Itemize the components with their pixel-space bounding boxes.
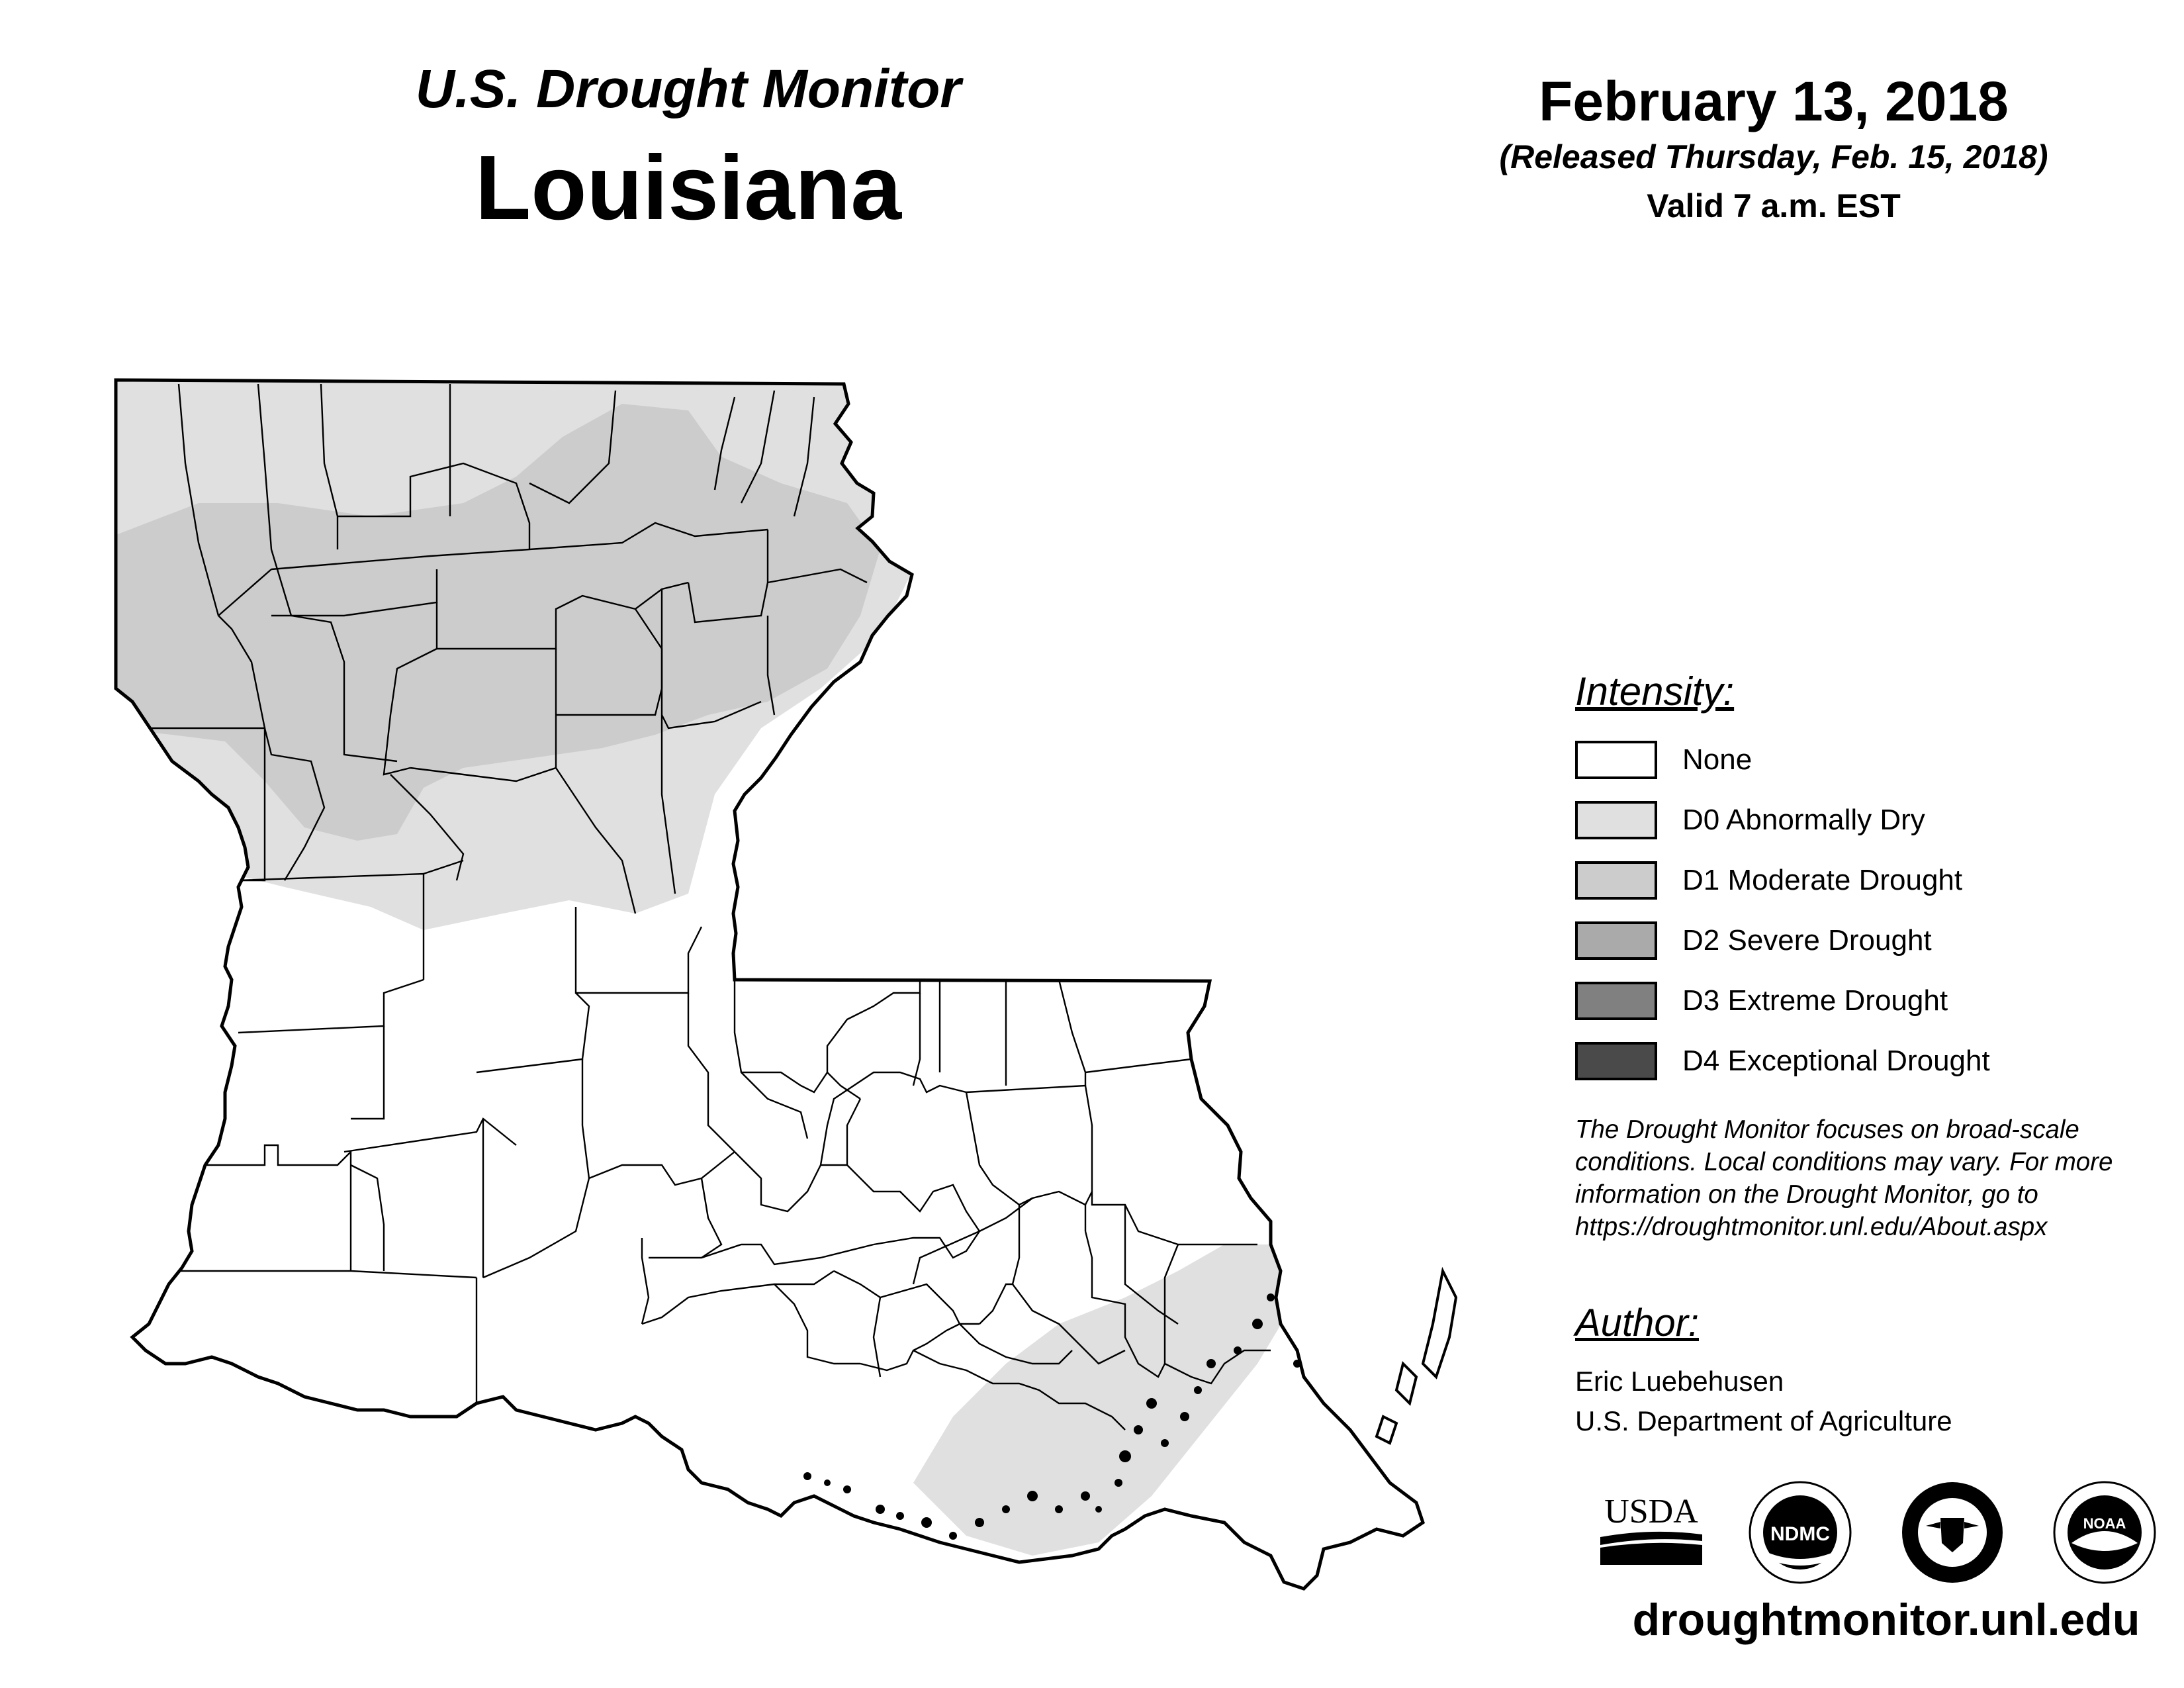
release-date: (Released Thursday, Feb. 15, 2018) — [1499, 138, 2048, 175]
ndmc-logo — [1747, 1479, 1853, 1585]
map-date: February 13, 2018 — [1539, 70, 2009, 132]
map-subtitle: U.S. Drought Monitor — [415, 59, 962, 119]
offshore-islands — [1377, 1271, 1456, 1443]
department-of-commerce-seal-icon — [1899, 1479, 2005, 1585]
usda-logo-icon — [1595, 1489, 1707, 1569]
note-line: information on the Drought Monitor, go to — [1575, 1180, 2038, 1209]
note-link[interactable]: https://droughtmonitor.unl.edu/About.aspx — [1575, 1213, 2048, 1241]
note-line: The Drought Monitor focuses on broad-scale — [1575, 1115, 2079, 1144]
legend-title: Intensity: — [1575, 669, 1735, 714]
legend-swatch-d4 — [1575, 1042, 1657, 1080]
legend-item-d1 — [1575, 859, 1962, 902]
legend-label: D3 Extreme Drought — [1682, 984, 1948, 1017]
legend-item-d4 — [1575, 1040, 1990, 1082]
commerce-seal — [1899, 1479, 2005, 1585]
legend-swatch-none — [1575, 741, 1657, 779]
legend-label: D4 Exceptional Drought — [1682, 1045, 1990, 1077]
disclaimer-note — [1575, 1113, 2171, 1243]
legend-swatch-d2 — [1575, 921, 1657, 960]
legend-label: D1 Moderate Drought — [1682, 864, 1963, 896]
noaa-logo-text: NOAA — [2083, 1515, 2126, 1532]
legend-label: D2 Severe Drought — [1682, 924, 1932, 957]
ndmc-seal-icon — [1747, 1479, 1853, 1585]
author-title: Author: — [1575, 1301, 1699, 1344]
legend-item-d2 — [1575, 919, 1932, 962]
map-title: Louisiana — [475, 137, 902, 239]
legend-swatch-d0 — [1575, 801, 1657, 839]
website-url[interactable]: droughtmonitor.unl.edu — [1632, 1595, 2140, 1645]
legend-label: D0 Abnormally Dry — [1682, 804, 1925, 836]
legend-swatch-d3 — [1575, 982, 1657, 1020]
author-name: Eric Luebehusen — [1575, 1366, 1784, 1397]
valid-time: Valid 7 a.m. EST — [1647, 187, 1901, 224]
noaa-logo — [2052, 1479, 2158, 1585]
author-org: U.S. Department of Agriculture — [1575, 1405, 1952, 1436]
ndmc-logo-text: NDMC — [1770, 1523, 1830, 1545]
legend-item-d0 — [1575, 799, 1925, 841]
legend-label: None — [1682, 743, 1752, 776]
usda-logo — [1595, 1489, 1707, 1569]
note-line: conditions. Local conditions may vary. For more — [1575, 1148, 2113, 1176]
usda-logo-text: USDA — [1604, 1493, 1698, 1530]
legend-item-none — [1575, 739, 1752, 781]
legend-swatch-d1 — [1575, 861, 1657, 900]
noaa-seal-icon — [2052, 1479, 2158, 1585]
legend-item-d3 — [1575, 980, 1948, 1022]
